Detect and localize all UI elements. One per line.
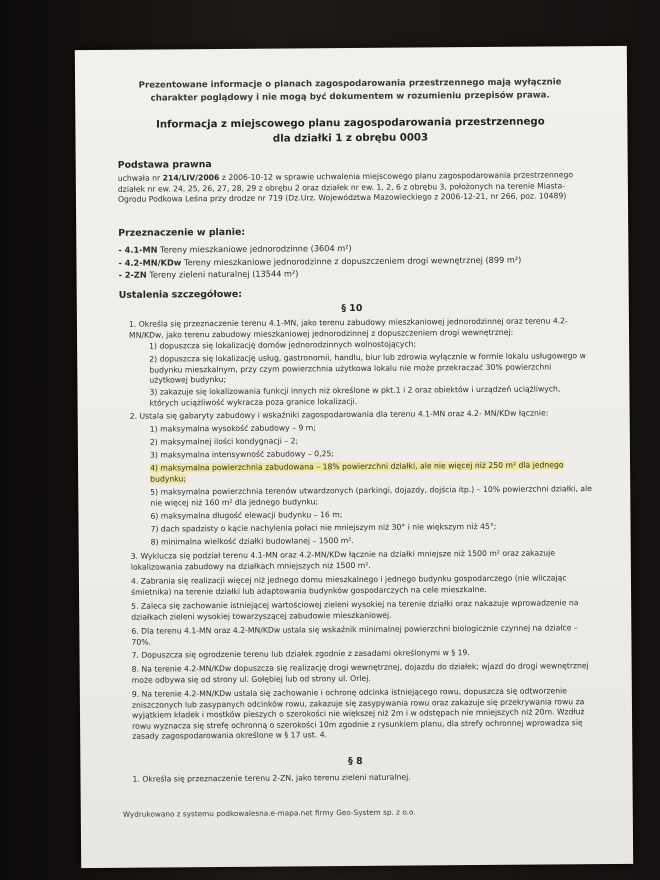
- s10-p2-item-highlighted: [150, 460, 592, 485]
- legal-basis-rest: z 2006-10-12 w sprawie uchwalenia miejscowego planu zagospodarowania przestrzennego działek nr ew. 24, 25, 26, 27, 28, 29 z obrębu 2 oraz działek nr ew. 1, 2, 6 z obrębu 3, położonych na terenie Miasta-Ogrodu Podkowa Leśna przy drodze nr 719 (Dz.Urz. Województwa Mazowieckiego z 2006-12-21, nr 266, poz. 10489): [117, 170, 574, 205]
- s10-p2-item: 8) minimalna wielkość działki budowlanej – 1500 m².: [150, 536, 354, 547]
- purpose-list: [118, 240, 588, 281]
- s10-p2-item: 7) dach spadzisty o kącie nachylenia połaci nie mniejszym niż 30° i nie większym niż 45°;: [150, 521, 497, 534]
- s10-paragraph-8: 8. Na terenie 4.2-MN/KDw dopuszcza się realizację drogi wewnętrznej, dojazdu do działek; wjazd do drogi wewnętrznej może odbywa się od strony ul. Gołębiej lub od strony ul. Orlej.: [131, 661, 589, 685]
- document-page: [75, 46, 633, 868]
- purpose-heading: Przeznaczenie w planie:: [118, 226, 246, 239]
- s10-paragraph-5: 5. Zaleca się zachowanie istniejącej wartościowej zieleni wysokiej na terenie działki oraz nakazuje wprowadzenie na działkach zieleni wysokiej towarzyszącej zabudowie mieszkaniowej.: [131, 598, 579, 622]
- title-line-1: Informacja z miejscowego planu zagospodarowania przestrzennego: [156, 116, 545, 131]
- s10-paragraph-9: 9. Na terenie 4.2-MN/KDw ustala się zachowanie i ochronę odcinka istniejącego rowu, dopuszcza się odtworzenie zniszczonych lub zasypanych odcinków rowu, zakazuje się zasypywania rowu oraz zakazuje się przekrywania rowu za wyjątkiem kładek i mostków pieszych o szerokości nie większej niż 2m i w odstępach nie mniejszych niż 20m. Wzdłuż rowu wyznacza się strefę ochronną o szerokości 10m zgodnie z rysunkiem planu, dla strefy ochronnej wprowadza się zasady zagospodarowania określone w § 17 ust. 4.: [131, 686, 585, 742]
- s10-p2-item: 1) maksymalna wysokość zabudowy – 9 m;: [149, 423, 316, 434]
- document-title: [115, 114, 585, 148]
- s10-paragraph-2: 2. Ustala się gabaryty zabudowy i wskaźniki zagospodarowania dla terenu 4.1-MN oraz 4.2- MN/KDw łącznie:: [129, 408, 549, 421]
- title-line-2: dla działki 1 z obrębu 0003: [272, 132, 429, 145]
- legal-basis-text: [118, 170, 588, 205]
- s10-paragraph-1: 1. Określa się przeznaczenie terenu 4.1-MN, jako terenu zabudowy mieszkaniowej jednorodzinnej oraz terenu 4.2-MN/KDw, jako terenu zabudowy mieszkaniowej jednorodzinnej z dopuszczeniem drogi wewnętrznej:: [128, 316, 568, 340]
- s10-paragraph-3: 3. Wyklucza się podział terenu 4.1-MN oraz 4.2-MN/KDw łącznie na działki mniejsze niż 1500 m² oraz zakazuje lokalizowania zabudowy na działkach mniejszych niż 1500 m².: [130, 548, 555, 572]
- s10-p1-item: 1) dopuszcza się lokalizację domów jednorodzinnych wolnostojących;: [149, 339, 417, 351]
- resolution-number: 214/LIV/2006: [162, 173, 220, 183]
- s10-p2-item: 5) maksymalna powierzchnia terenów utwardzonych (parkingi, dojazdy, dojścia itp.) – 10% powierzchni działki, ale nie więcej niż 160 m² dla jednego budynku;: [150, 484, 593, 508]
- highlight-mark: 4) maksymalna powierzchnia zabudowana – 18% powierzchni działki, ale nie więcej niż 250 m² dla jednego budynku;: [150, 460, 564, 484]
- legal-basis-pre: uchwała nr: [117, 173, 161, 183]
- s8-paragraph-1: 1. Określa się przeznaczenie terenu 2-ZN, jako terenu zieleni naturalnej.: [132, 772, 411, 784]
- details-heading: Ustalenia szczegółowe:: [118, 288, 243, 301]
- s10-paragraph-4: 4. Zabrania się realizacji więcej niż jednego domu mieszkalnego i jednego budynku gospodarczego (nie wliczając śmietnika) na terenie działki lub adaptowania budynków gospodarczych na cele mieszkalne.: [130, 573, 567, 597]
- s10-p2-item: 3) maksymalna intensywność zabudowy – 0,25;: [149, 449, 334, 460]
- disclaimer: Prezentowane informacje o planach zagospodarowania przestrzennego mają wyłącznie charakter poglądowy i nie mogą być dokumentem w rozumieniu przepisów prawa.: [138, 77, 562, 104]
- legal-basis-heading: Podstawa prawna: [117, 159, 212, 171]
- section-10-label: § 10: [341, 302, 363, 315]
- s10-paragraph-7: 7. Dopuszcza się ogrodzenie terenu lub działek zgodnie z zasadami określonymi w § 19.: [131, 648, 470, 660]
- print-footer: Wydrukowano z systemu podkowalesna.e-mapa.net firmy Geo-System sp. z o.o.: [122, 807, 416, 819]
- purpose-item: - 4.1-MN Tereny mieszkaniowe jednorodzinne (3604 m²): [118, 243, 352, 255]
- purpose-item: - 4.2-MN/KDw Tereny mieszkaniowe jednorodzinne z dopuszczeniem drogi wewnętrznej (899 m²): [118, 254, 522, 268]
- purpose-item: - 2-ZN Tereny zieleni naturalnej (13544 m²): [118, 268, 299, 280]
- s10-paragraph-6: 6. Dla terenu 4.1-MN oraz 4.2-MN/KDw ustala się wskaźnik minimalnej powierzchni biologicznie czynnej na działce – 70%.: [131, 623, 578, 647]
- s10-p1-item: 3) zakazuje się lokalizowania funkcji innych niż określone w pkt.1 i 2 oraz obiektów i urządzeń uciążliwych, których uciążliwość wykracza poza granice lokalizacji.: [149, 384, 561, 408]
- section-8-label: § 8: [348, 755, 363, 768]
- s10-p2-item: 6) maksymalna długość elewacji budynku – 16 m;: [150, 510, 343, 521]
- s10-p1-item: 2) dopuszcza się lokalizację usług, gastronomii, handlu, biur lub zdrowia wyłącznie w formie lokalu usługowego w budynku mieszkalnym, przy czym powierzchnia użytkowa lokalu nie może przekraczać 30% powierzchni użytkowej budynku;: [149, 351, 586, 385]
- s10-p2-item: 2) maksymalnej ilości kondygnacji – 2;: [149, 436, 299, 447]
